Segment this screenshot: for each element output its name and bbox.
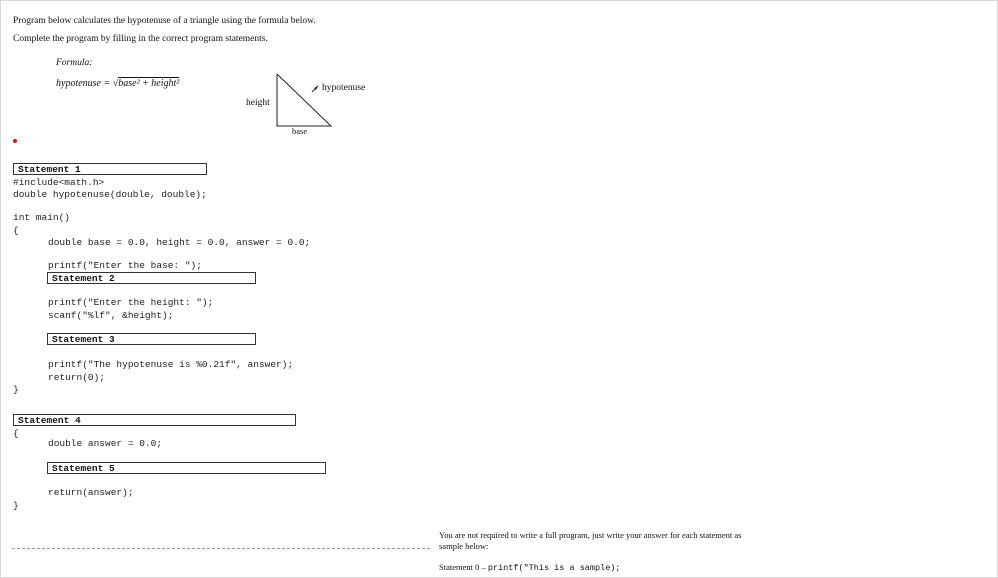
code-main-signature: int main() — [13, 212, 71, 223]
base-label: base — [292, 126, 308, 136]
code-return-main: return(0); — [48, 372, 106, 383]
code-open-brace-main: { — [13, 225, 19, 236]
code-return-fn: return(answer); — [48, 487, 134, 498]
intro-line-2: Complete the program by filling in the correct program statements. — [13, 34, 268, 44]
code-close-brace-main: } — [13, 384, 19, 395]
code-scanf-height: scanf("%lf", &height); — [48, 310, 174, 321]
code-declaration: double base = 0.0, height = 0.0, answer = 0.0; — [48, 237, 311, 248]
code-printf-height: printf("Enter the height: "); — [48, 297, 214, 308]
note-line-1: You are not required to write a full program, just write your answer for each statement as — [439, 530, 742, 540]
code-printf-result: printf("The hypotenuse is %0.21f", answer); — [48, 359, 294, 370]
sample-code: printf("This is a sample); — [487, 563, 621, 573]
code-close-brace-fn: } — [13, 500, 19, 511]
hypotenuse-label: hypotenuse — [322, 83, 366, 93]
statement-3-box[interactable]: Statement 3 — [47, 333, 256, 345]
sample-label: Statement 0 – — [439, 562, 488, 572]
code-prototype: double hypotenuse(double, double); — [13, 189, 207, 200]
sample-statement — [439, 562, 621, 573]
formula-radicand: base² + height² — [118, 78, 180, 89]
dashed-divider — [12, 548, 430, 549]
intro-line-1: Program below calculates the hypotenuse of a triangle using the formula below. — [13, 16, 316, 26]
code-fn-declaration: double answer = 0.0; — [48, 438, 163, 449]
bullet-dot — [13, 139, 17, 143]
statement-4-box[interactable]: Statement 4 — [13, 414, 296, 426]
statement-2-box[interactable]: Statement 2 — [47, 272, 256, 284]
code-printf-base: printf("Enter the base: "); — [48, 260, 202, 271]
formula-expression — [56, 78, 179, 89]
formula-radical: √ — [112, 78, 119, 89]
right-triangle-diagram — [262, 70, 342, 132]
statement-1-box[interactable]: Statement 1 — [13, 163, 207, 175]
height-label: height — [246, 98, 270, 108]
formula-lhs: hypotenuse = — [56, 78, 113, 89]
formula-label: Formula: — [56, 58, 93, 68]
code-open-brace-fn: { — [13, 428, 19, 439]
code-include: #include<math.h> — [13, 177, 105, 188]
note-line-2: sample below: — [439, 541, 489, 551]
statement-5-box[interactable]: Statement 5 — [47, 462, 326, 474]
